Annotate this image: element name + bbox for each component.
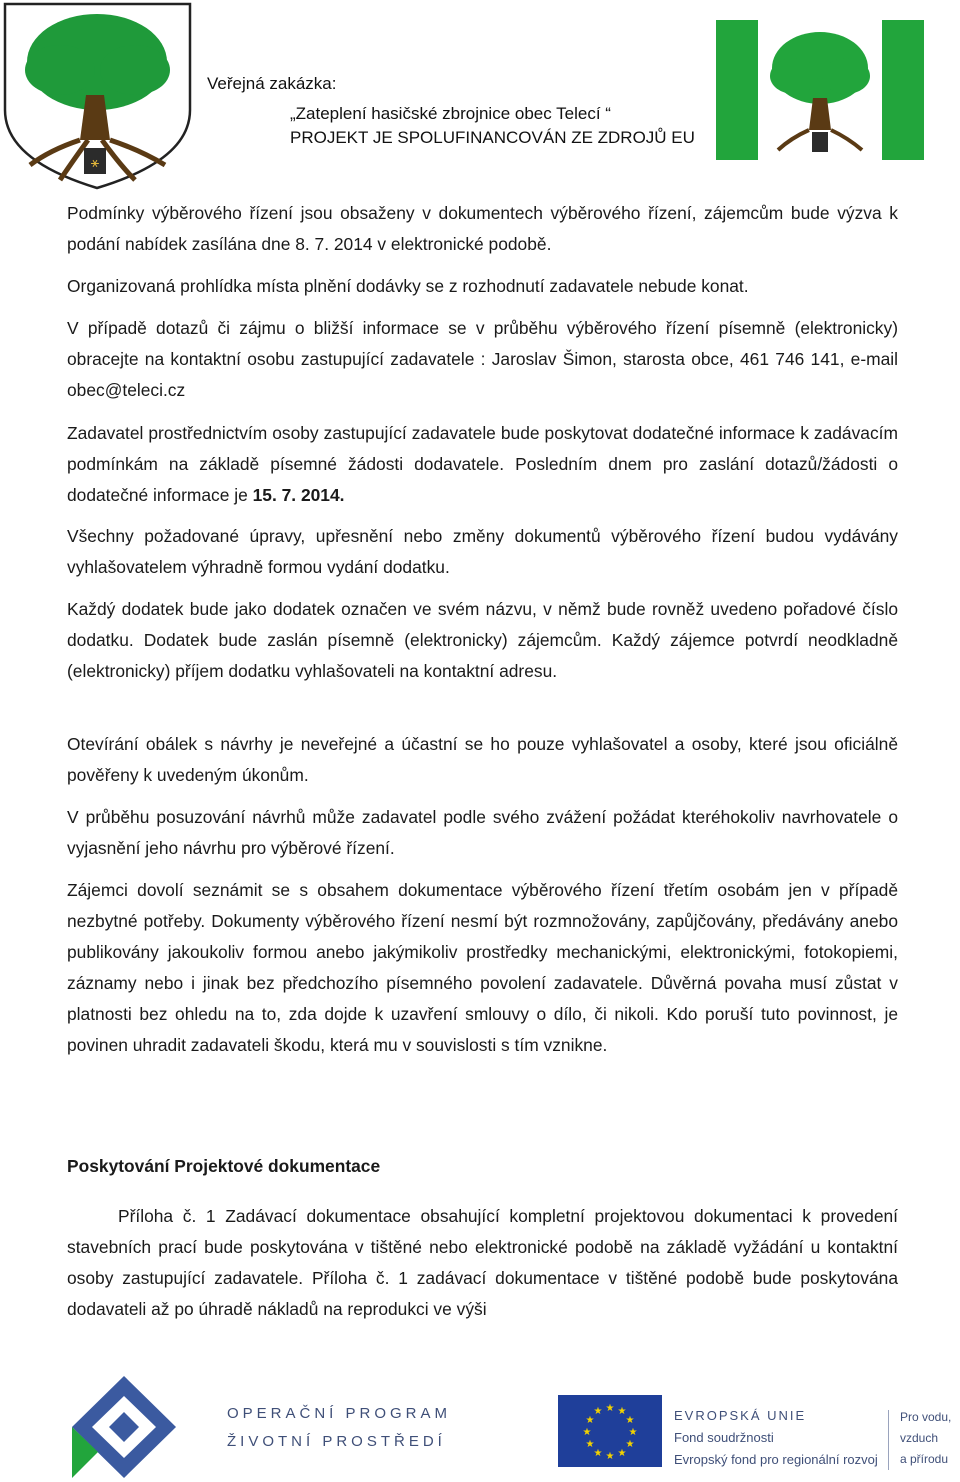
svg-text:⚹: ⚹ [90,155,100,171]
deadline-period: . [339,485,345,505]
svg-text:★: ★ [617,1448,627,1459]
svg-text:★: ★ [585,1415,595,1426]
eu-flag-icon [558,1395,662,1467]
svg-text:★: ★ [605,1403,615,1414]
svg-text:★: ★ [625,1439,635,1450]
paragraph-project-docs: Příloha č. 1 Zadávací dokumentace obsahující kompletní projektovou dokumentaci k provedení stavebních prací bude poskytována v tištěné nebo elektronické podobě na základě vyžádání u kontaktní osoby zastupující zadavatele. Příloha č. 1 zadávací dokumentace v tištěné podobě bude poskytována dodavateli až po úhradě nákladů na reprodukci ve výši [67,1206,898,1319]
op-line-2: ŽIVOTNÍ PROSTŘEDÍ [227,1433,446,1450]
municipal-flag-logo [716,20,924,160]
svg-text:★: ★ [625,1415,635,1426]
svg-text:★: ★ [585,1439,595,1450]
svg-text:★: ★ [605,1451,615,1462]
svg-text:★: ★ [582,1427,592,1438]
tender-title: „Zateplení hasičské zbrojnice obec Telecí “ [290,104,611,123]
op-zp-logo [64,1372,184,1482]
tender-label: Veřejná zakázka: [207,74,337,93]
eu-line-1: EVROPSKÁ UNIE [674,1408,807,1423]
slogan-line-1: Pro vodu, [900,1410,952,1424]
footer-divider [888,1410,889,1470]
paragraph-site-visit: Organizovaná prohlídka místa plnění dodávky se z rozhodnutí zadavatele nebude konat. [67,276,749,296]
paragraph-confidentiality: Zájemci dovolí seznámit se s obsahem dokumentace výběrového řízení třetím osobám jen v případě nezbytné potřeby. Dokumenty výběrového řízení nesmí být rozmnožovány, zapůjčovány, předávány anebo publikovány jakoukoliv formou anebo jakýmikoliv prostředky mechanickými, elektronickými, fotokopiemi, záznamy nebo i jinak bez předchozího písemného povolení zadavatele. Důvěrná povaha musí zůstat v platnosti bez ohledu na to, zda dojde k uzavření smlouvy o dílo, či nikoli. Kdo poruší tuto povinnost, je povinen uhradit zadavateli škodu, která mu v souvislosti s tím vznikne. [67,880,898,1055]
svg-text:★: ★ [628,1427,638,1438]
svg-text:★: ★ [593,1406,603,1417]
slogan-line-3: a přírodu [900,1452,949,1466]
op-line-1: OPERAČNÍ PROGRAM [227,1405,452,1422]
paragraph-conditions: Podmínky výběrového řízení jsou obsaženy v dokumentech výběrového řízení, zájemcům bude výzva k podání nabídek zasílána dne 8. 7. 2014 v elektronické podobě. [67,203,898,254]
slogan-line-2: vzduch [900,1431,939,1445]
svg-text:★: ★ [617,1406,627,1417]
deadline-date: 15. 7. 2014 [252,485,340,505]
eu-line-2: Fond soudržnosti [674,1430,774,1445]
paragraph-clarification: V průběhu posuzování návrhů může zadavatel podle svého zvážení požádat kteréhokoliv navrhovatele o vyjasnění jeho návrhu pro výběrové řízení. [67,807,898,858]
paragraph-changes: Všechny požadované úpravy, upřesnění nebo změny dokumentů výběrového řízení budou vydávány vyhlašovatelem výhradně formou vydání dodatku. [67,526,898,577]
paragraph-envelope-opening: Otevírání obálek s návrhy je neveřejné a účastní se ho pouze vyhlašovatel a osoby, které jsou oficiálně pověřeny k uvedeným úkonům. [67,734,898,785]
eu-cofinancing-note: PROJEKT JE SPOLUFINANCOVÁN ZE ZDROJŮ EU [290,128,695,147]
svg-text:★: ★ [593,1448,603,1459]
paragraph-contact: V případě dotazů či zájmu o bližší informace se v průběhu výběrového řízení písemně (elektronicky) obracejte na kontaktní osobu zastupující zadavatele : Jaroslav Šimon, starosta obce, 461 746 141, e-mail obec@teleci.cz [67,318,898,400]
eu-line-3: Evropský fond pro regionální rozvoj [674,1452,878,1467]
paragraph-additional-info [67,418,898,511]
coat-of-arms-logo [0,0,195,192]
additional-info-text: Zadavatel prostřednictvím osoby zastupující zadavatele bude poskytovat dodatečné informace k zadávacím podmínkám na základě písemné žádosti dodavatele. Posledním dnem pro zaslání dotazů/žádosti o dodatečné informace je [67,423,898,505]
section-heading: Poskytování Projektové dokumentace [67,1156,381,1176]
paragraph-addendum: Každý dodatek bude jako dodatek označen ve svém názvu, v němž bude rovněž uvedeno pořadové číslo dodatku. Dodatek bude zaslán písemně (elektronicky) zájemcům. Každý zájemce potvrdí neodkladně (elektronicky) příjem dodatku vyhlašovateli na kontaktní adresu. [67,599,898,681]
